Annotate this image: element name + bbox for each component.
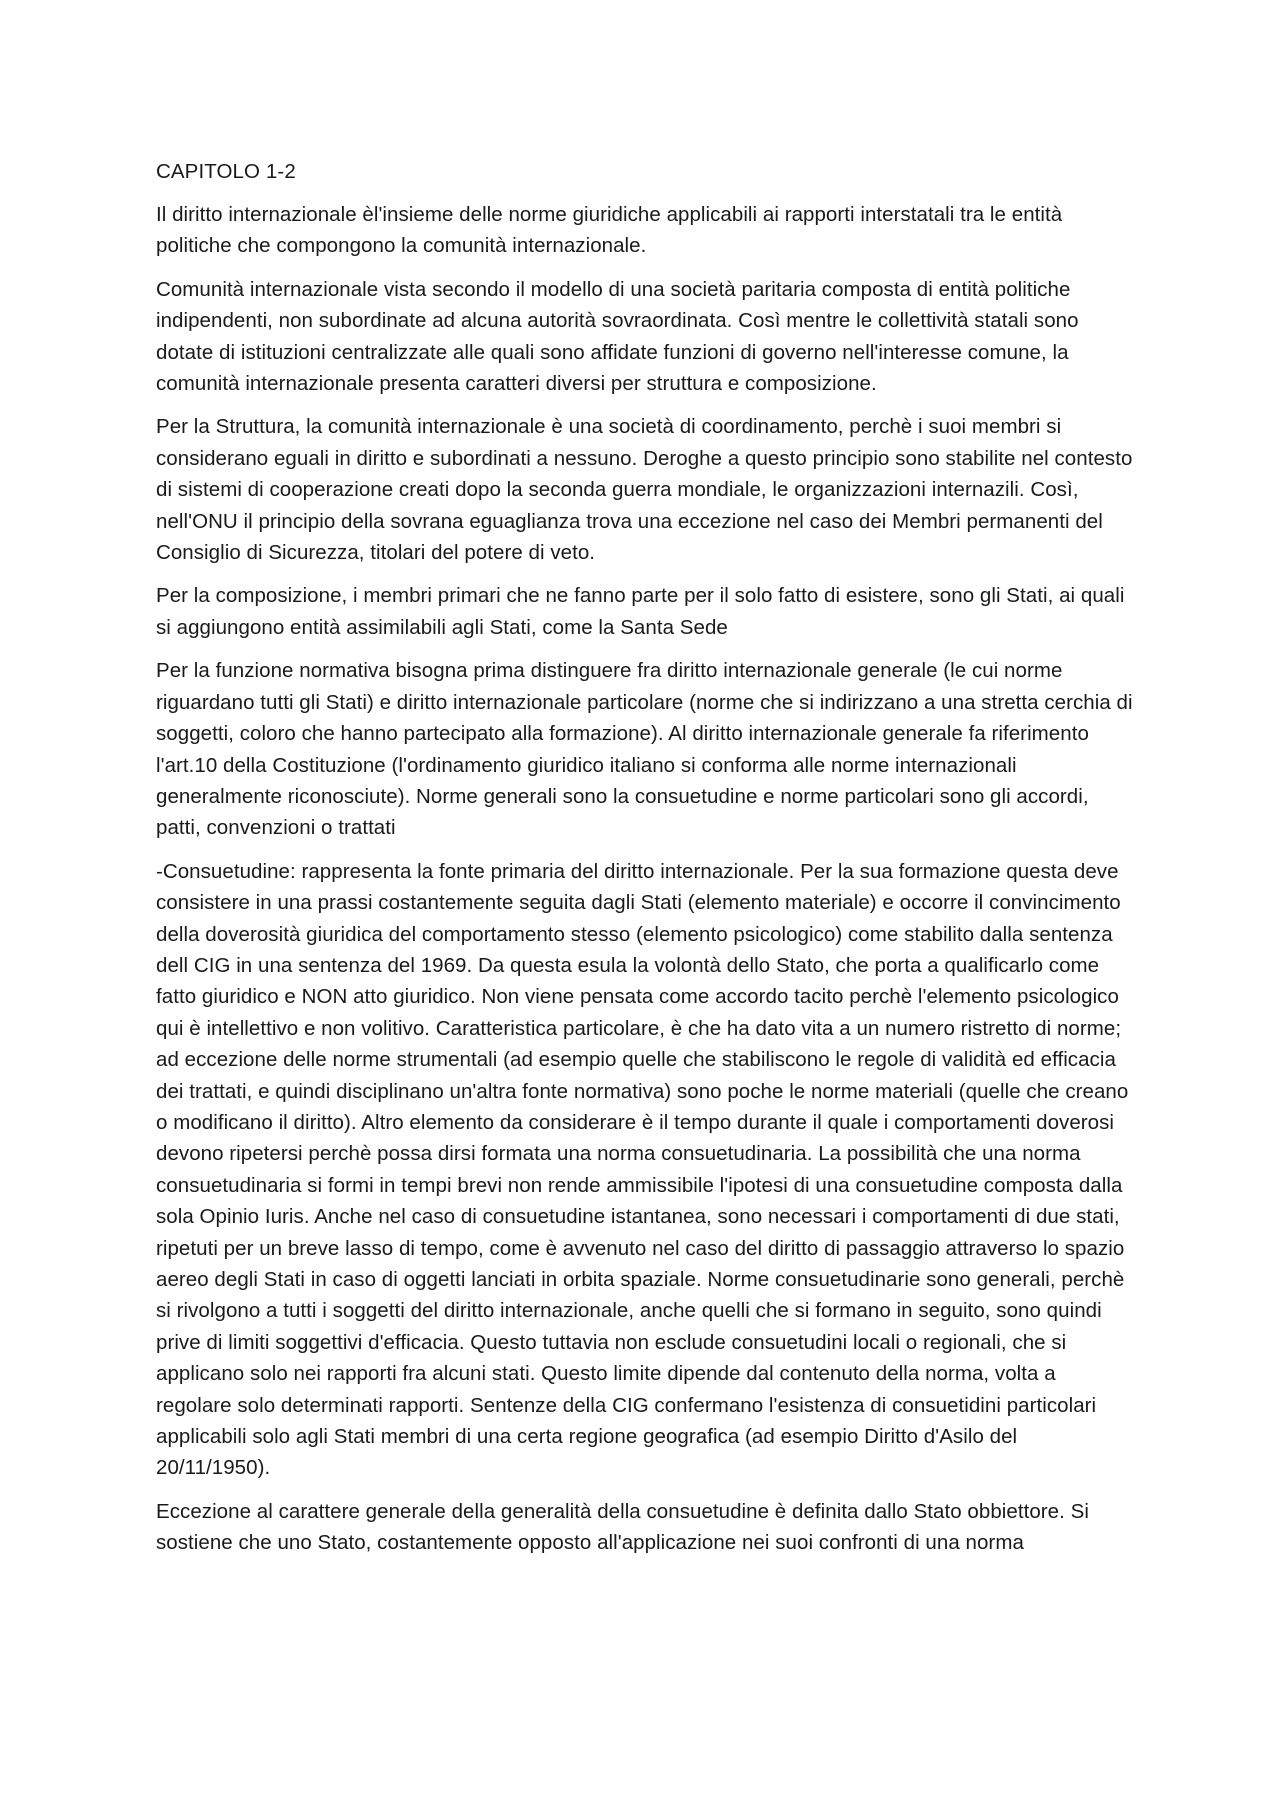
paragraph-composition: Per la composizione, i membri primari che ne fanno parte per il solo fatto di esistere, sono gli Stati, ai quali si aggiungono entità assimilabili agli Stati, come la Santa Sede [156, 584, 1125, 639]
paragraph-definition: Il diritto internazionale èl'insieme delle norme giuridiche applicabili ai rapporti interstatali tra le entità politiche che compongono la comunità internazionale. [156, 203, 1063, 258]
paragraph-custom: -Consuetudine: rappresenta la fonte primaria del diritto internazionale. Per la sua formazione questa deve consistere in una prassi costantemente seguita dagli Stati (elemento materiale) e occorre il convincimento della doverosità giuridica del comportamento stesso (elemento psicologico) come stabilito dalla sentenza dell CIG in una sentenza del 1969. Da questa esula la volontà dello Stato, che porta a qualificarlo come fatto giuridico e NON atto giuridico. Non viene pensata come accordo tacito perchè l'elemento psicologico qui è intellettivo e non volitivo. Caratteristica particolare, è che ha dato vita a un numero ristretto di norme; ad eccezione delle norme strumentali (ad esempio quelle che stabiliscono le regole di validità ed efficacia dei trattati, e quindi disciplinano un'altra fonte normativa) sono poche le norme materiali (quelle che creano o modificano il diritto). Altro elemento da considerare è il tempo durante il quale i comportamenti doverosi devono ripetersi perchè possa dirsi formata una norma consuetudinaria. La possibilità che una norma consuetudinaria si formi in tempi brevi non rende ammissibile l'ipotesi di una consuetudine composta dalla sola Opinio Iuris. Anche nel caso di consuetudine istantanea, sono necessari i comportamenti di due stati, ripetuti per un breve lasso di tempo, come è avvenuto nel caso del diritto di passaggio attraverso lo spazio aereo degli Stati in caso di oggetti lanciati in orbita spaziale. Norme consuetudinarie sono generali, perchè si rivolgono a tutti i soggetti del diritto internazionale, anche quelli che si formano in seguito, sono quindi prive di limiti soggettivi d'efficacia. Questo tuttavia non esclude consuetudini locali o regionali, che si applicano solo nei rapporti fra alcuni stati. Questo limite dipende dal contenuto della norma, volta a regolare solo determinati rapporti. Sentenze della CIG confermano l'esistenza di consuetidini particolari applicabili solo agli Stati membri di una certa regione geografica (ad esempio Diritto d'Asilo del 20/11/1950). [156, 859, 1129, 1480]
paragraph-normative-function: Per la funzione normativa bisogna prima distinguere fra diritto internazionale generale (le cui norme riguardano tutti gli Stati) e diritto internazionale particolare (norme che si indirizzano a una stretta cerchia di soggetti, coloro che hanno partecipato alla formazione). Al diritto internazionale generale fa riferimento l'art.10 della Costituzione (l'ordinamento giuridico italiano si conforma alle norme internazionali generalmente riconosciute). Norme generali sono la consuetudine e norme particolari sono gli accordi, patti, convenzioni o trattati [156, 659, 1133, 840]
paragraph-community: Comunità internazionale vista secondo il modello di una società paritaria composta di entità politiche indipendenti, non subordinate ad alcuna autorità sovraordinata. Così mentre le collettività statali sono dotate di istituzioni centralizzate alle quali sono affidate funzioni di governo nell'interesse comune, la comunità internazionale presenta caratteri diversi per struttura e composizione. [156, 277, 1079, 396]
document-body [156, 156, 1136, 1571]
paragraph-objector-state: Eccezione al carattere generale della generalità della consuetudine è definita dallo Stato obbiettore. Si sostiene che uno Stato, costantemente opposto all'applicazione nei suoi confronti di una norma [156, 1499, 1089, 1555]
chapter-heading: CAPITOLO 1-2 [156, 160, 296, 183]
paragraph-structure: Per la Struttura, la comunità internazionale è una società di coordinamento, perchè i suoi membri si considerano eguali in diritto e subordinati a nessuno. Deroghe a questo principio sono stabilite nel contesto di sistemi di cooperazione creati dopo la seconda guerra mondiale, le organizzazioni internazili. Così, nell'ONU il principio della sovrana eguaglianza trova una eccezione nel caso dei Membri permanenti del Consiglio di Sicurezza, titolari del potere di veto. [156, 415, 1133, 565]
